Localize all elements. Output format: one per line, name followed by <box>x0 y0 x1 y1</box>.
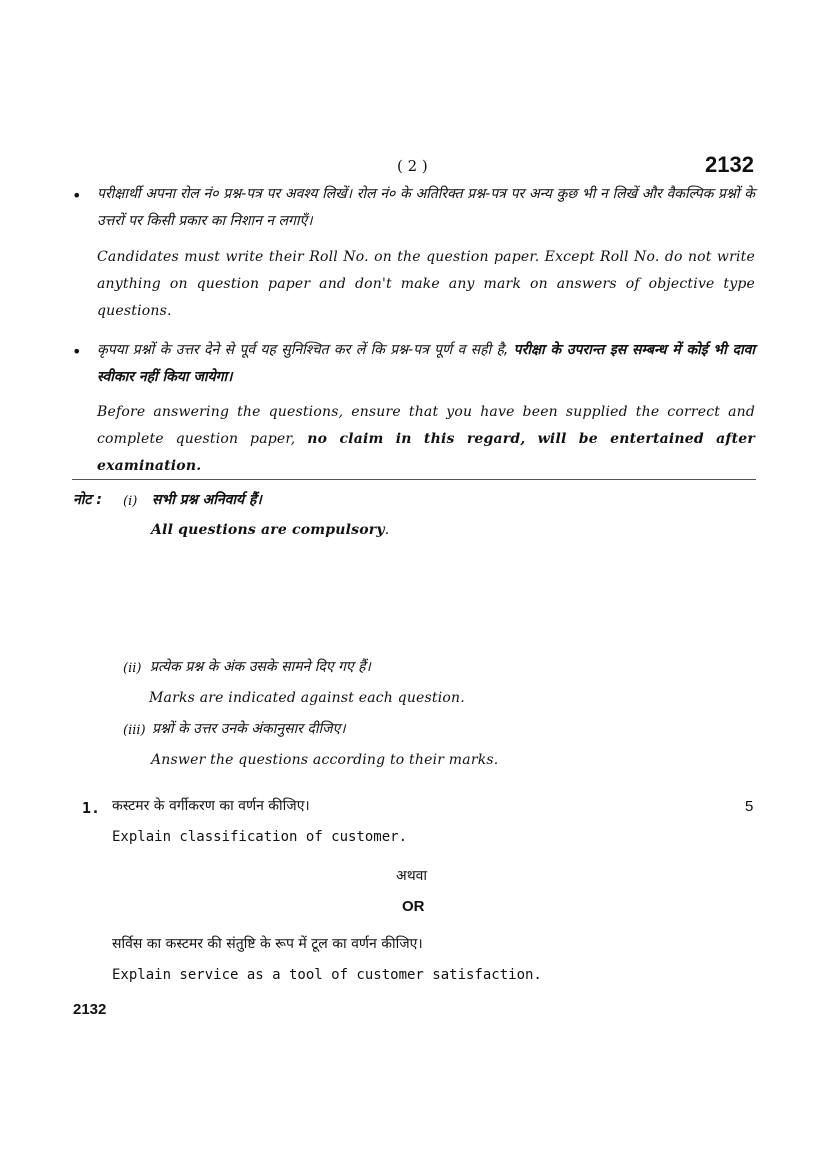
question-1-hindi: कस्टमर के वर्गीकरण का वर्णन कीजिए। <box>112 798 310 814</box>
note-3-hindi: प्रश्नों के उत्तर उनके अंकानुसार दीजिए। <box>152 721 346 737</box>
instruction-1-hindi: परीक्षार्थी अपना रोल नं० प्रश्न-पत्र पर अवश्य लिखें। रोल नं० के अतिरिक्त प्रश्न-पत्र पर अन्य कुछ भी न लिखें और वैकल्पिक प्रश्नों के उत्तरों पर किसी प्रकार का निशान न लगाएँ। <box>97 186 755 229</box>
question-1-english: Explain classification of customer. <box>112 829 408 845</box>
instruction-1-english: Candidates must write their Roll No. on the question paper. Except Roll No. do not write anything on question paper and don't make any mark on answers of objective type questions. <box>97 249 755 319</box>
divider <box>72 479 756 480</box>
paper-code-bottom: 2132 <box>73 1001 107 1018</box>
instruction-2-hindi-bold: परीक्षा के उपरान्त इस सम्बन्ध में कोई भी दावा स्वीकार नहीं किया जायेगा। <box>97 342 755 385</box>
bullet-2: • <box>72 342 82 361</box>
page-number: ( 2 ) <box>397 157 428 175</box>
note-2-english: Marks are indicated against each question. <box>149 690 465 706</box>
instruction-2-english-bold: no claim in this regard, will be entertained after examination. <box>97 431 755 474</box>
question-1-marks: 5 <box>745 798 754 815</box>
question-1-number: 1. <box>82 799 101 817</box>
bullet-1: • <box>72 186 82 205</box>
note-1-num: (i) <box>123 494 138 509</box>
or-hindi: अथवा <box>396 868 428 884</box>
instruction-2-hindi-normal: कृपया प्रश्नों के उत्तर देने से पूर्व यह सुनिश्चित कर लें कि प्रश्न-पत्र पूर्ण व सही है, <box>97 342 509 358</box>
note-2-hindi: प्रत्येक प्रश्न के अंक उसके सामने दिए गए हैं। <box>150 659 371 675</box>
note-1-hindi: सभी प्रश्न अनिवार्य हैं। <box>152 492 262 508</box>
question-1-alt-hindi: सर्विस का कस्टमर की संतुष्टि के रूप में टूल का वर्णन कीजिए। <box>112 936 423 952</box>
note-3-english: Answer the questions according to their marks. <box>151 752 499 768</box>
paper-code-top: 2132 <box>705 152 754 177</box>
note-1-english <box>151 522 389 538</box>
instruction-2-english <box>97 399 755 480</box>
question-1-alt-english: Explain service as a tool of customer satisfaction. <box>112 967 542 983</box>
note-1-english-period: . <box>384 522 390 538</box>
instruction-2-english-normal: Before answering the questions, ensure that you have been supplied the correct and complete question paper, <box>97 404 755 447</box>
note-1-english-text: All questions are compulsory <box>151 522 385 538</box>
note-label: नोट : <box>73 492 102 508</box>
or-english: OR <box>402 898 425 915</box>
note-2-num: (ii) <box>123 661 142 676</box>
note-3-num: (iii) <box>123 723 146 738</box>
instruction-2-hindi <box>97 337 755 391</box>
